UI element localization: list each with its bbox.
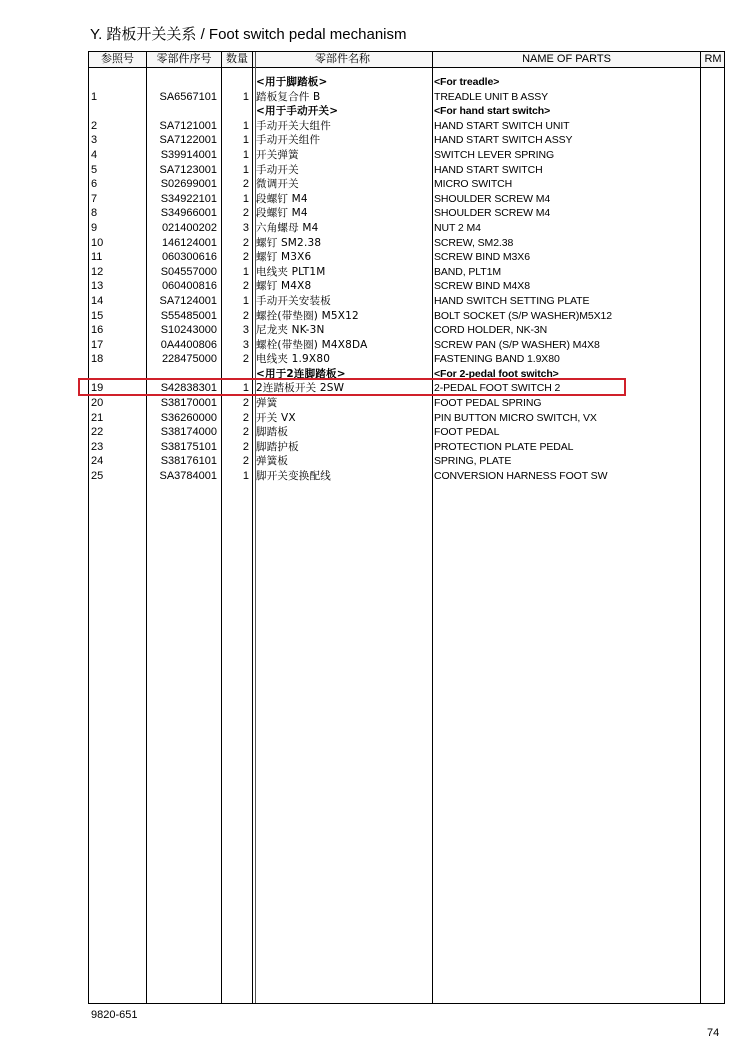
cell-name-en: HAND START SWITCH UNIT — [434, 119, 570, 132]
cell-name-cn: <用于手动开关> — [256, 105, 339, 118]
cell-name-en: SCREW, SM2.38 — [434, 236, 514, 249]
cell-part-no: SA7122001 — [159, 134, 217, 147]
cell-name-cn: 脚开关变换配线 — [256, 470, 331, 483]
cell-ref: 22 — [91, 426, 104, 439]
cell-name-en: FOOT PEDAL SPRING — [434, 397, 542, 410]
cell-qty: 1 — [242, 134, 249, 147]
cell-name-en: SCREW BIND M4X8 — [434, 280, 530, 293]
cell-qty: 2 — [242, 207, 249, 220]
table-row — [89, 177, 724, 192]
cell-name-en: MICRO SWITCH — [434, 178, 513, 191]
table-row — [89, 309, 724, 324]
table-row — [89, 425, 724, 440]
cell-name-cn: 脚踏板 — [256, 426, 289, 439]
cell-part-no: S04557000 — [160, 265, 217, 278]
cell-part-no: 060400816 — [161, 280, 217, 293]
cell-qty: 2 — [242, 251, 249, 264]
page-title: Y. 踏板开关关系 / Foot switch pedal mechanism — [90, 26, 407, 43]
cell-ref: 11 — [91, 251, 103, 264]
cell-name-en: SHOULDER SCREW M4 — [434, 207, 551, 220]
cell-name-cn: 开关 VX — [256, 411, 296, 424]
cell-name-en: NUT 2 M4 — [434, 221, 481, 234]
cell-part-no: S36260000 — [160, 411, 217, 424]
cell-name-en: SCREW PAN (S/P WASHER) M4X8 — [434, 338, 600, 351]
cell-qty: 2 — [242, 236, 249, 249]
cell-name-cn: 螺钉 M4X8 — [256, 280, 312, 293]
header-name-cn: 零部件名称 — [315, 53, 370, 65]
cell-name-en: FASTENING BAND 1.9X80 — [434, 353, 560, 366]
cell-name-cn: 手动开关大组件 — [256, 119, 331, 132]
cell-qty: 1 — [242, 163, 249, 176]
cell-ref: 16 — [91, 324, 104, 337]
cell-part-no: S42838301 — [160, 382, 217, 395]
highlight-box — [78, 378, 626, 396]
table-row — [89, 119, 724, 134]
cell-name-en: SPRING, PLATE — [434, 455, 512, 468]
cell-ref: 18 — [91, 353, 104, 366]
cell-name-en: SWITCH LEVER SPRING — [434, 148, 555, 161]
table-row — [89, 133, 724, 148]
cell-qty: 2 — [242, 280, 249, 293]
cell-qty: 1 — [242, 382, 249, 395]
cell-ref: 10 — [91, 236, 104, 249]
cell-part-no — [149, 104, 217, 119]
cell-qty: 2 — [242, 309, 249, 322]
cell-qty: 2 — [242, 440, 249, 453]
cell-part-no: 0A4400806 — [160, 338, 217, 351]
cell-ref: 6 — [91, 178, 98, 191]
cell-qty — [219, 75, 249, 90]
cell-name-cn: 手动开关安装板 — [256, 294, 331, 307]
table-row — [89, 90, 724, 105]
cell-name-cn: 六角螺母 M4 — [256, 221, 319, 234]
table-row — [89, 148, 724, 163]
parts-table — [88, 51, 725, 1004]
cell-ref: 4 — [91, 148, 98, 161]
header-part-no: 零部件序号 — [156, 53, 212, 65]
cell-name-en: 2-PEDAL FOOT SWITCH 2 — [434, 382, 561, 395]
cell-part-no: S39914001 — [160, 148, 217, 161]
cell-part-no: S10243000 — [160, 324, 217, 337]
cell-name-cn: 手动开关 — [256, 163, 299, 176]
cell-name-en: <For 2-pedal foot switch> — [434, 367, 559, 380]
cell-ref: 9 — [91, 221, 98, 234]
table-body — [89, 75, 724, 484]
cell-ref — [91, 75, 147, 90]
cell-qty: 3 — [242, 324, 249, 337]
cell-name-cn: 开关弹簧 — [256, 148, 299, 161]
table-row — [89, 338, 724, 353]
cell-qty: 3 — [242, 221, 249, 234]
cell-name-cn: 2连踏板开关 2SW — [256, 382, 345, 395]
cell-qty: 2 — [242, 411, 249, 424]
cell-qty: 2 — [242, 426, 249, 439]
cell-name-cn: <用于2连脚踏板> — [256, 367, 346, 380]
cell-part-no: 021400202 — [161, 221, 217, 234]
table-row — [89, 411, 724, 426]
cell-ref: 7 — [91, 192, 98, 205]
cell-ref — [91, 104, 147, 119]
cell-name-cn: 微调开关 — [256, 178, 299, 191]
cell-part-no: S38170001 — [160, 397, 217, 410]
table-row — [89, 221, 724, 236]
cell-ref: 14 — [91, 294, 104, 307]
cell-part-no — [149, 75, 217, 90]
cell-name-en: <For treadle> — [434, 76, 500, 88]
table-row — [89, 469, 724, 484]
cell-name-en: CORD HOLDER, NK-3N — [434, 324, 548, 337]
cell-qty: 1 — [242, 192, 249, 205]
cell-name-cn: 脚踏护板 — [256, 440, 299, 453]
doc-code: 9820-651 — [91, 1009, 138, 1021]
cell-part-no: S55485001 — [160, 309, 217, 322]
cell-part-no: S34966001 — [160, 207, 217, 220]
cell-ref: 19 — [91, 382, 104, 395]
cell-ref: 25 — [91, 470, 104, 483]
cell-ref: 8 — [91, 207, 98, 220]
cell-ref: 23 — [91, 440, 104, 453]
table-row — [89, 206, 724, 221]
cell-part-no: SA7121001 — [159, 119, 217, 132]
table-header — [89, 52, 724, 68]
cell-part-no: S38176101 — [160, 455, 217, 468]
cell-name-cn: 螺拴(带垫圈) M5X12 — [256, 309, 359, 322]
cell-part-no: 146124001 — [161, 236, 217, 249]
cell-name-en: FOOT PEDAL — [434, 426, 500, 439]
cell-name-en: <For hand start switch> — [434, 105, 551, 118]
table-row — [89, 236, 724, 251]
cell-part-no: S34922101 — [160, 192, 217, 205]
cell-name-en: SHOULDER SCREW M4 — [434, 192, 551, 205]
cell-name-cn: 弹簧 — [256, 397, 278, 410]
page-number: 74 — [707, 1027, 720, 1039]
cell-name-cn: 尼龙夹 NK-3N — [256, 324, 325, 337]
header-name-en: NAME OF PARTS — [522, 53, 611, 65]
cell-qty: 2 — [242, 455, 249, 468]
cell-name-en: SCREW BIND M3X6 — [434, 251, 530, 264]
table-row — [89, 323, 724, 338]
cell-ref: 5 — [91, 163, 98, 176]
table-row — [89, 250, 724, 265]
cell-qty: 1 — [242, 470, 249, 483]
cell-qty: 1 — [242, 119, 249, 132]
cell-name-cn: 螺栓(带垫圈) M4X8DA — [256, 338, 368, 351]
cell-name-cn: 段螺钉 M4 — [256, 207, 308, 220]
cell-name-en: PROTECTION PLATE PEDAL — [434, 440, 574, 453]
cell-name-en: HAND START SWITCH ASSY — [434, 134, 573, 147]
cell-name-cn: 螺钉 SM2.38 — [256, 236, 322, 249]
table-row — [89, 454, 724, 469]
table-row — [89, 352, 724, 367]
header-rm: RM — [704, 53, 722, 65]
cell-part-no: SA6567101 — [159, 90, 217, 103]
cell-ref: 24 — [91, 455, 104, 468]
cell-name-cn: 电线夹 PLT1M — [256, 265, 326, 278]
cell-ref: 21 — [91, 411, 104, 424]
cell-part-no: SA3784001 — [159, 470, 217, 483]
cell-name-en: PIN BUTTON MICRO SWITCH, VX — [434, 411, 597, 424]
cell-ref: 3 — [91, 134, 98, 147]
cell-part-no: S02699001 — [160, 178, 217, 191]
cell-ref: 17 — [91, 338, 104, 351]
cell-name-en: HAND START SWITCH — [434, 163, 543, 176]
table-row — [89, 396, 724, 411]
table-row — [89, 163, 724, 178]
section-heading-row — [89, 75, 724, 90]
section-heading-row — [89, 104, 724, 119]
table-row — [89, 265, 724, 280]
cell-part-no: S38174000 — [160, 426, 217, 439]
cell-name-cn: 电线夹 1.9X80 — [256, 353, 331, 366]
cell-qty: 1 — [242, 148, 249, 161]
cell-part-no: S38175101 — [160, 440, 217, 453]
table-row — [89, 279, 724, 294]
cell-qty: 1 — [242, 265, 249, 278]
cell-name-en: CONVERSION HARNESS FOOT SW — [434, 470, 608, 483]
cell-qty: 3 — [242, 338, 249, 351]
cell-ref: 2 — [91, 119, 98, 132]
header-ref: 参照号 — [101, 53, 134, 65]
cell-qty: 2 — [242, 353, 249, 366]
cell-qty: 2 — [242, 178, 249, 191]
cell-name-cn: <用于脚踏板> — [256, 76, 328, 88]
cell-name-en: HAND SWITCH SETTING PLATE — [434, 294, 590, 307]
cell-name-cn: 踏板复合件 B — [256, 90, 321, 103]
cell-name-en: TREADLE UNIT B ASSY — [434, 90, 549, 103]
cell-name-cn: 手动开关组件 — [256, 134, 321, 147]
cell-part-no: 060300616 — [161, 251, 217, 264]
cell-qty — [219, 104, 249, 119]
cell-name-cn: 段螺钉 M4 — [256, 192, 308, 205]
cell-qty: 1 — [242, 294, 249, 307]
cell-qty: 1 — [242, 90, 249, 103]
cell-name-cn: 弹簧板 — [256, 455, 289, 468]
cell-ref: 12 — [91, 265, 104, 278]
cell-ref: 13 — [91, 280, 104, 293]
table-row — [89, 294, 724, 309]
table-row — [89, 440, 724, 455]
cell-name-en: BOLT SOCKET (S/P WASHER)M5X12 — [434, 309, 612, 322]
cell-part-no: SA7124001 — [159, 294, 217, 307]
cell-qty: 2 — [242, 397, 249, 410]
table-row — [89, 192, 724, 207]
cell-part-no: 228475000 — [161, 353, 217, 366]
cell-part-no: SA7123001 — [159, 163, 217, 176]
cell-name-cn: 螺钉 M3X6 — [256, 251, 312, 264]
header-qty: 数量 — [226, 53, 248, 65]
cell-ref: 20 — [91, 397, 104, 410]
cell-ref: 1 — [91, 90, 98, 103]
cell-name-en: BAND, PLT1M — [434, 265, 501, 278]
cell-ref: 15 — [91, 309, 104, 322]
